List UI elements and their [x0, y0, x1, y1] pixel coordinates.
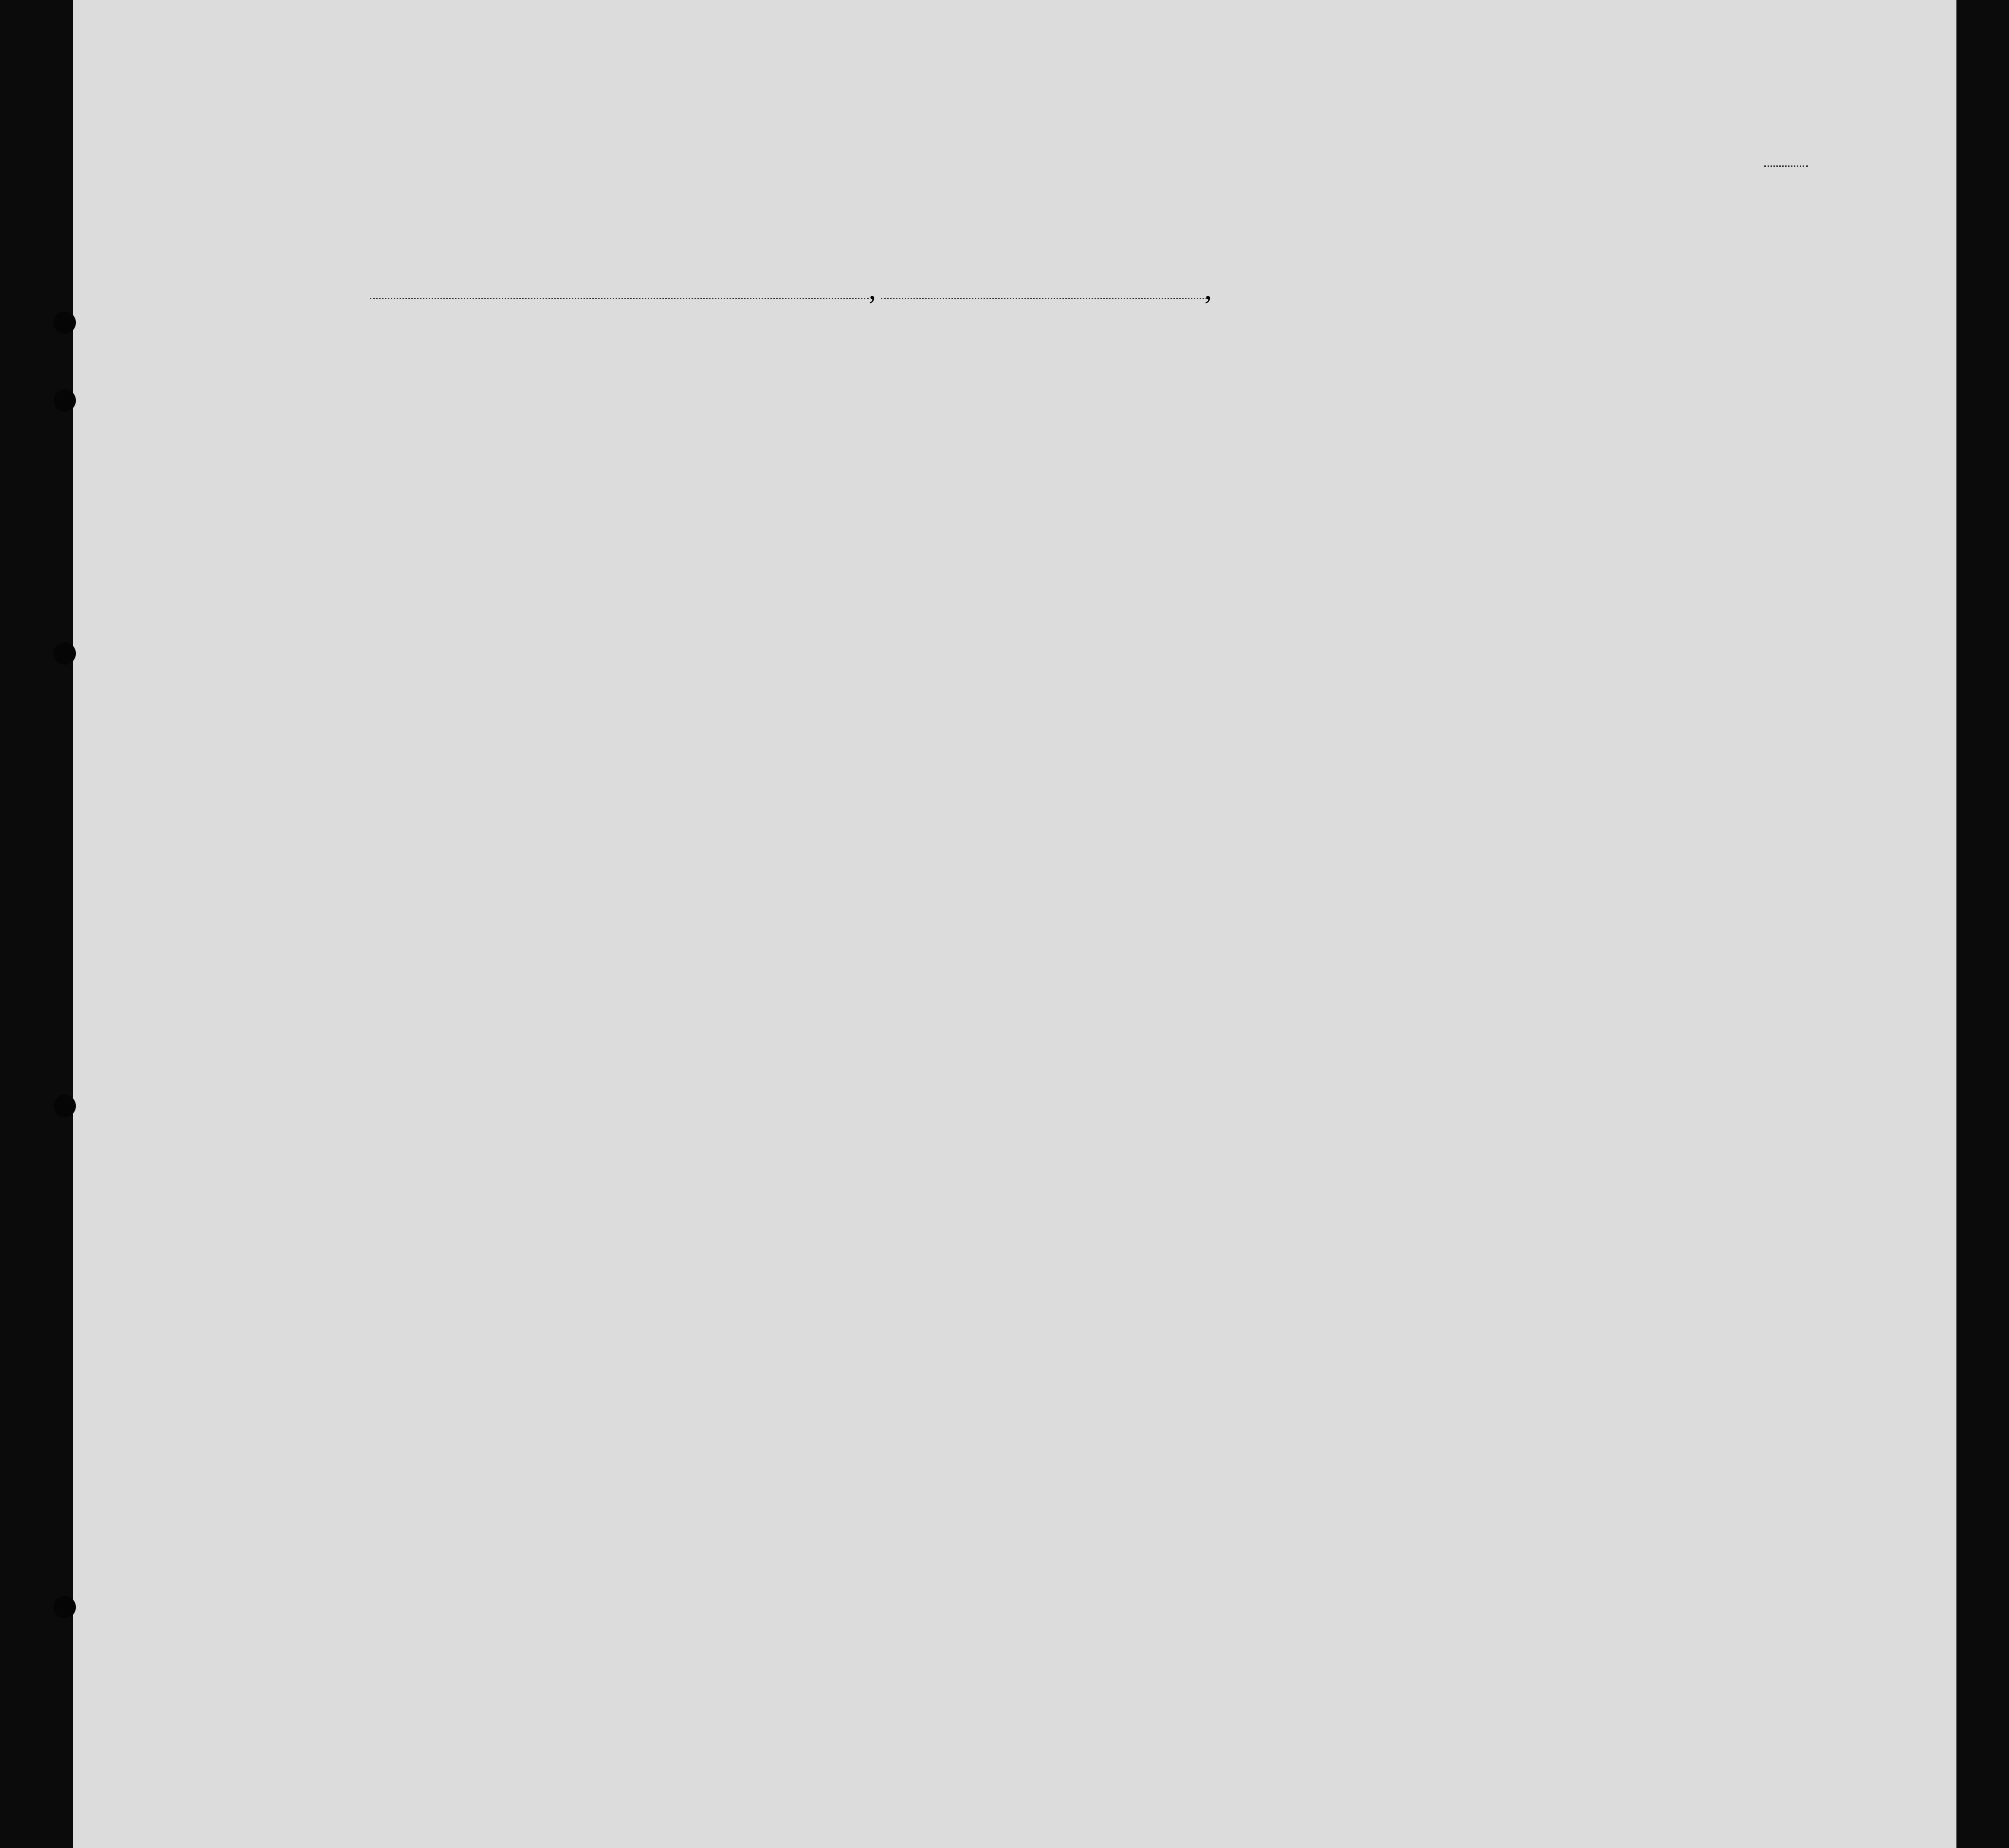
punch-hole: [54, 642, 76, 665]
comma: ,: [869, 273, 876, 305]
punch-hole: [54, 389, 76, 412]
port-rule: [370, 298, 869, 299]
date-rule: [881, 298, 1207, 299]
punch-hole: [54, 1095, 76, 1117]
punch-hole: [54, 311, 76, 334]
punch-hole: [54, 1596, 76, 1618]
comma: ,: [1205, 273, 1212, 305]
list-rule: [1764, 165, 1808, 167]
manifest-sheet: [73, 0, 1956, 1848]
